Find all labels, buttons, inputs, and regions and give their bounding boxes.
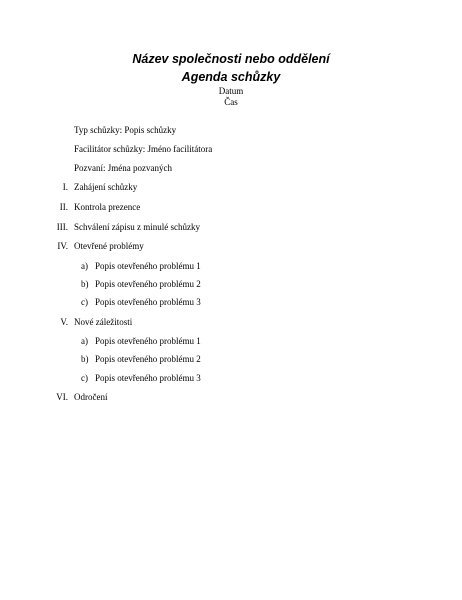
- subitem-letter: b): [81, 354, 89, 364]
- subitem-text: Popis otevřeného problému 3: [95, 373, 201, 383]
- agenda-title: Agenda schůzky: [181, 70, 281, 84]
- meeting-type-line: Typ schůzky: Popis schůzky: [74, 125, 177, 135]
- subitem-text: Popis otevřeného problému 1: [95, 336, 201, 346]
- agenda-item-number: VI.: [56, 392, 68, 402]
- subitem-text: Popis otevřeného problému 3: [95, 297, 201, 307]
- agenda-item-number: I.: [62, 182, 68, 192]
- agenda-item-text: Schválení zápisu z minulé schůzky: [74, 222, 200, 232]
- agenda-item-text: Otevřené problémy: [74, 241, 144, 251]
- subitem-text: Popis otevřeného problému 2: [95, 279, 201, 289]
- subitem-letter: c): [81, 297, 88, 307]
- company-title: Název společnosti nebo oddělení: [132, 52, 330, 66]
- subitem-letter: a): [81, 261, 88, 271]
- agenda-item-number: IV.: [57, 241, 68, 251]
- agenda-item-number: V.: [60, 317, 68, 327]
- agenda-item-number: III.: [56, 222, 68, 232]
- subitem-letter: b): [81, 279, 89, 289]
- meeting-date: Datum: [218, 86, 244, 96]
- subitem-letter: c): [81, 373, 88, 383]
- agenda-item-text: Odročení: [74, 392, 108, 402]
- facilitator-line: Facilitátor schůzky: Jméno facilitátora: [74, 144, 213, 154]
- subitem-text: Popis otevřeného problému 2: [95, 354, 201, 364]
- invited-line: Pozvaní: Jména pozvaných: [74, 163, 172, 173]
- meeting-time: Čas: [224, 97, 238, 107]
- subitem-text: Popis otevřeného problému 1: [95, 261, 201, 271]
- agenda-item-text: Kontrola prezence: [74, 202, 141, 212]
- agenda-item-text: Nové záležitosti: [74, 317, 133, 327]
- agenda-item-number: II.: [59, 202, 68, 212]
- agenda-item-text: Zahájení schůzky: [74, 182, 138, 192]
- subitem-letter: a): [81, 336, 88, 346]
